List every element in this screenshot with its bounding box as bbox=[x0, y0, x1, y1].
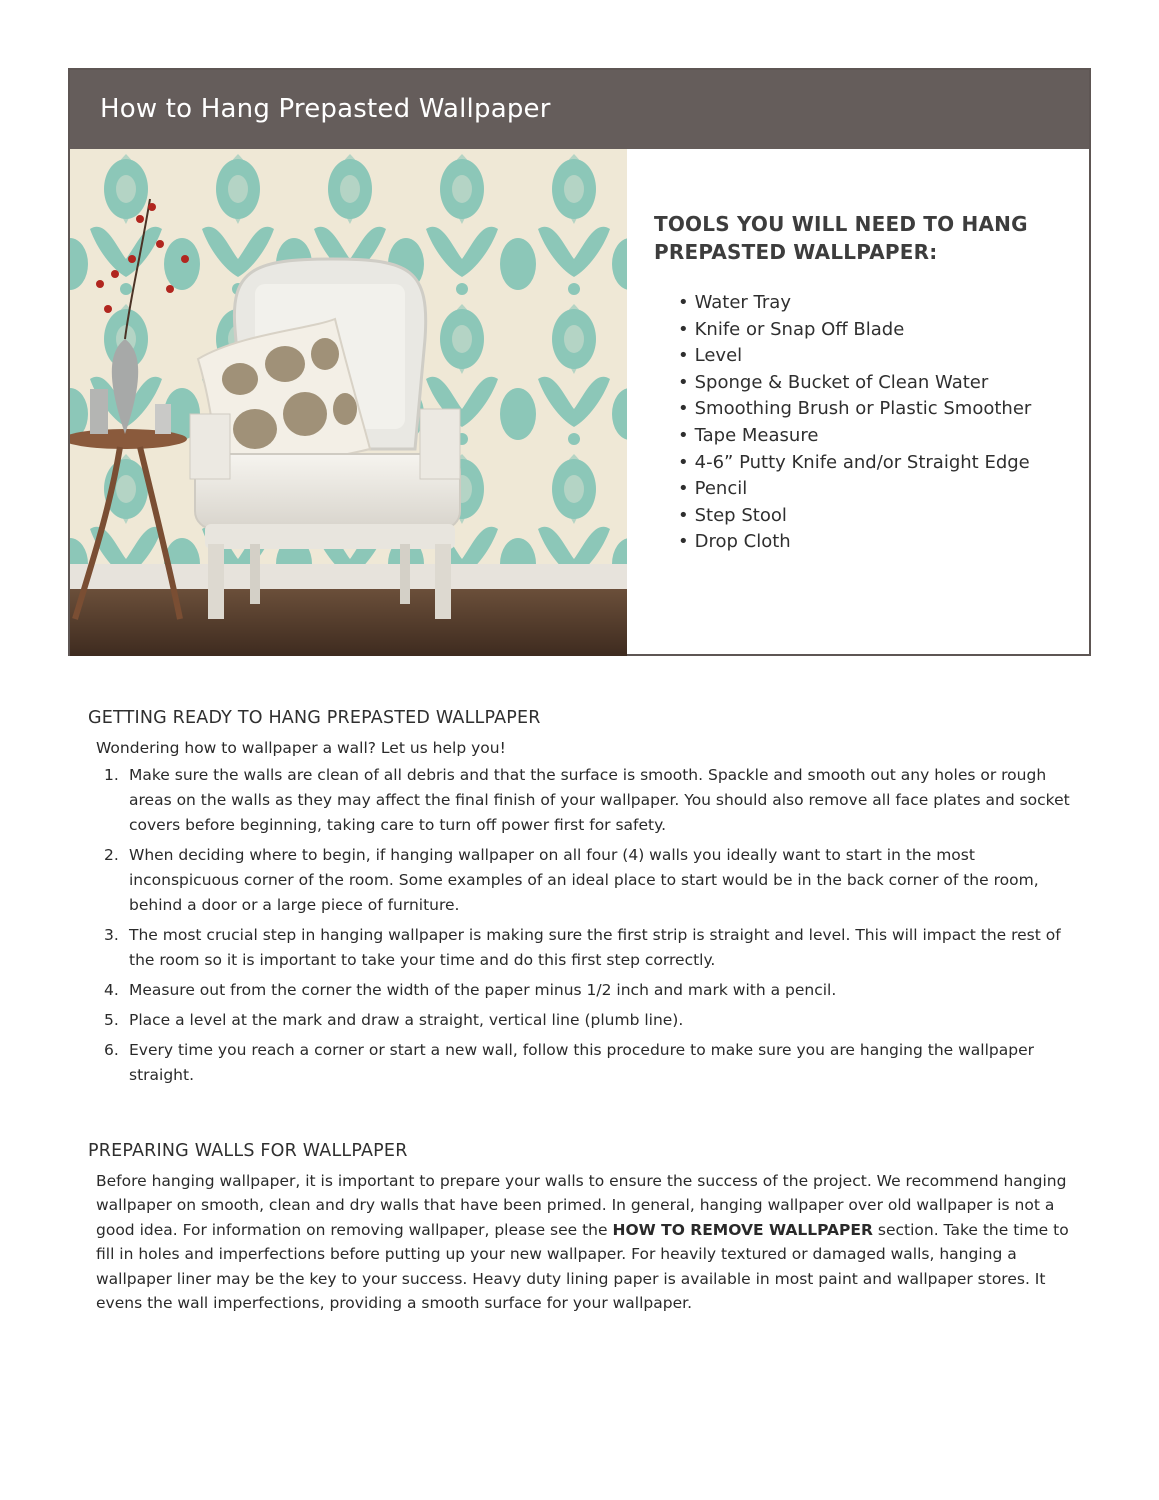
tools-list-item: • Knife or Snap Off Blade bbox=[678, 317, 1074, 344]
step-text: Measure out from the corner the width of the paper minus 1/2 inch and mark with a pencil. bbox=[129, 981, 837, 999]
preparing-walls-section bbox=[88, 1139, 1078, 1315]
step-number: 3. bbox=[104, 926, 119, 944]
tools-list-item: • Smoothing Brush or Plastic Smoother bbox=[678, 396, 1074, 423]
preparing-walls-paragraph bbox=[96, 1169, 1078, 1315]
step-item bbox=[96, 1038, 1078, 1088]
page-title: How to Hang Prepasted Wallpaper bbox=[100, 94, 551, 124]
step-number: 2. bbox=[104, 846, 119, 864]
getting-ready-heading: GETTING READY TO HANG PREPASTED WALLPAPER bbox=[88, 708, 541, 728]
step-number: 6. bbox=[104, 1041, 119, 1059]
tools-list-item: • Level bbox=[678, 343, 1074, 370]
tools-list-item: • Sponge & Bucket of Clean Water bbox=[678, 370, 1074, 397]
paragraph-text: Before hanging wallpaper, it is important to prepare your walls to ensure the success of the project. We recommend hanging wallpaper on smooth, clean and dry walls that have been primed. In general, hanging wallpaper over old wallpaper is not a good idea. For information on removing wallpaper, please see the bbox=[96, 1172, 1067, 1239]
tools-list-item: • 4-6” Putty Knife and/or Straight Edge bbox=[678, 450, 1074, 477]
tools-list-item: • Water Tray bbox=[678, 290, 1074, 317]
getting-ready-section bbox=[88, 706, 1078, 1093]
wallpaper-room-photo bbox=[70, 149, 627, 656]
paragraph-text: section. Take the time to fill in holes and imperfections before putting up your new wallpaper. For heavily textured or damaged walls, hanging a wallpaper liner may be the key to your success. Heavy duty lining paper is available in most paint and wallpaper stores. It evens the wall imperfections, providing a smooth surface for your wallpaper. bbox=[96, 1220, 1069, 1313]
step-text: The most crucial step in hanging wallpaper is making sure the first strip is straight and level. This will impact the rest of the room so it is important to take your time and do this first step correctly. bbox=[129, 926, 1061, 969]
tools-list-item: • Drop Cloth bbox=[678, 529, 1074, 556]
preparing-walls-heading: PREPARING WALLS FOR WALLPAPER bbox=[88, 1141, 408, 1161]
title-banner bbox=[70, 70, 1089, 149]
tools-heading: TOOLS YOU WILL NEED TO HANG PREPASTED WALLPAPER: bbox=[654, 212, 1028, 264]
step-text: When deciding where to begin, if hanging wallpaper on all four (4) walls you ideally want to start in the most inconspicuous corner of the room. Some examples of an ideal place to start would be in the back corner of the room, behind a door or a large piece of furniture. bbox=[129, 846, 1039, 914]
tools-panel bbox=[654, 210, 1074, 556]
step-item bbox=[96, 1008, 1078, 1033]
step-text: Make sure the walls are clean of all debris and that the surface is smooth. Spackle and smooth out any holes or rough areas on the walls as they may affect the final finish of your wallpaper. You should also remove all face plates and socket covers before beginning, taking care to turn off power first for safety. bbox=[129, 766, 1070, 834]
tools-list bbox=[678, 290, 1074, 556]
step-text: Place a level at the mark and draw a straight, vertical line (plumb line). bbox=[129, 1011, 684, 1029]
room-illustration bbox=[70, 149, 627, 656]
step-item bbox=[96, 978, 1078, 1003]
remove-wallpaper-reference: HOW TO REMOVE WALLPAPER bbox=[612, 1220, 873, 1239]
step-number: 4. bbox=[104, 981, 119, 999]
step-number: 5. bbox=[104, 1011, 119, 1029]
tools-list-item: • Tape Measure bbox=[678, 423, 1074, 450]
step-item bbox=[96, 763, 1078, 838]
step-text: Every time you reach a corner or start a new wall, follow this procedure to make sure you are hanging the wallpaper straight. bbox=[129, 1041, 1035, 1084]
step-item bbox=[96, 923, 1078, 973]
step-item bbox=[96, 843, 1078, 918]
getting-ready-intro: Wondering how to wallpaper a wall? Let us help you! bbox=[96, 739, 506, 757]
tools-list-item: • Step Stool bbox=[678, 503, 1074, 530]
steps-list bbox=[96, 763, 1078, 1088]
step-number: 1. bbox=[104, 766, 119, 784]
hero-panel bbox=[68, 68, 1091, 656]
tools-list-item: • Pencil bbox=[678, 476, 1074, 503]
